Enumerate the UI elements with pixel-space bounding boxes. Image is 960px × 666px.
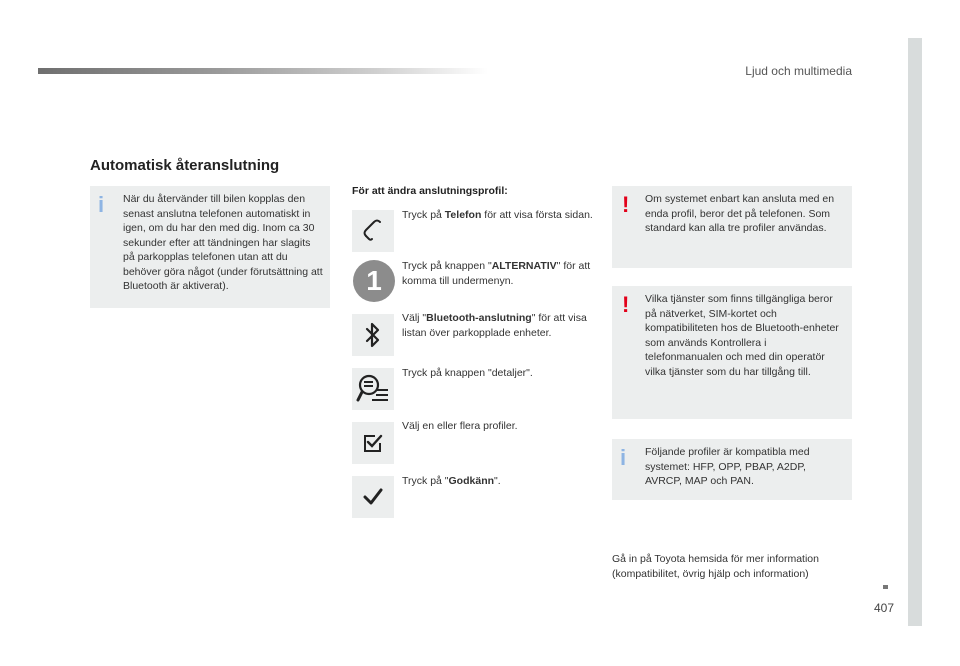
bluetooth-icon xyxy=(362,321,384,349)
side-strip xyxy=(908,38,922,626)
info-icon: i xyxy=(98,192,105,217)
info-icon: i xyxy=(620,445,627,470)
info-text-profiles: Följande profiler är kompatibla med systemet: HFP, OPP, PBAP, A2DP, AVRCP, MAP och PAN. xyxy=(645,446,810,487)
section-name: Ljud och multimedia xyxy=(745,64,852,78)
checkmark-icon xyxy=(362,487,384,507)
step-number-badge: 1 xyxy=(353,260,395,302)
warning-box-profile xyxy=(612,186,852,268)
warning-icon: ! xyxy=(622,292,630,317)
warning-icon: ! xyxy=(622,192,630,217)
warning-text-services: Vilka tjänster som finns tillgängliga beror på nätverket, SIM-kortet och kompatibiliteten hos de Bluetooth-enheter som används Kontrollera i telefonmanualen och med din operatör vilka tjänster som du har tillgång till. xyxy=(645,293,839,378)
footer-note: Gå in på Toyota hemsida för mer information (kompatibilitet, övrig hjälp och information) xyxy=(612,553,819,580)
info-box-profiles xyxy=(612,439,852,500)
step-icon-checkbox xyxy=(352,422,394,464)
info-box-auto-reconnect xyxy=(90,186,330,308)
details-icon xyxy=(356,372,390,406)
checkbox-icon xyxy=(362,432,384,454)
procedure-heading: För att ändra anslutningsprofil: xyxy=(352,185,508,197)
step-icon-details xyxy=(352,368,394,410)
page-number: 407 xyxy=(874,601,895,615)
page-title: Automatisk återanslutning xyxy=(90,157,280,174)
step-text-2: Tryck på knappen "ALTERNATIV" för att komma till undermenyn. xyxy=(402,260,591,287)
step-icon-bluetooth xyxy=(352,314,394,356)
page-indicator xyxy=(883,585,888,589)
warning-box-services xyxy=(612,286,852,419)
step-text-1: Tryck på Telefon för att visa första sidan. xyxy=(402,209,593,221)
info-text: När du återvänder till bilen kopplas den senast anslutna telefonen automatiskt in igen, om du har den med dig. Inom ca 30 sekunder efter att tändningen har slagits på parkopplas telefonen utan att du behöver göra något (under förutsättning att Bluetooth är aktiverat). xyxy=(123,193,323,292)
step-icon-checkmark xyxy=(352,476,394,518)
step-text-3: Välj "Bluetooth-anslutning" för att visa listan över parkopplade enheter. xyxy=(402,312,587,339)
step-icon-phone xyxy=(352,210,394,252)
step-text-5: Välj en eller flera profiler. xyxy=(402,420,518,432)
phone-icon xyxy=(361,219,385,243)
warning-text-profile: Om systemet enbart kan ansluta med en enda profil, beror det på telefonen. Som standard kan alla tre profiler användas. xyxy=(645,193,835,234)
header-gradient-bar xyxy=(38,68,488,74)
step-text-6: Tryck på "Godkänn". xyxy=(402,475,501,487)
step-text-4: Tryck på knappen "detaljer". xyxy=(402,367,533,379)
